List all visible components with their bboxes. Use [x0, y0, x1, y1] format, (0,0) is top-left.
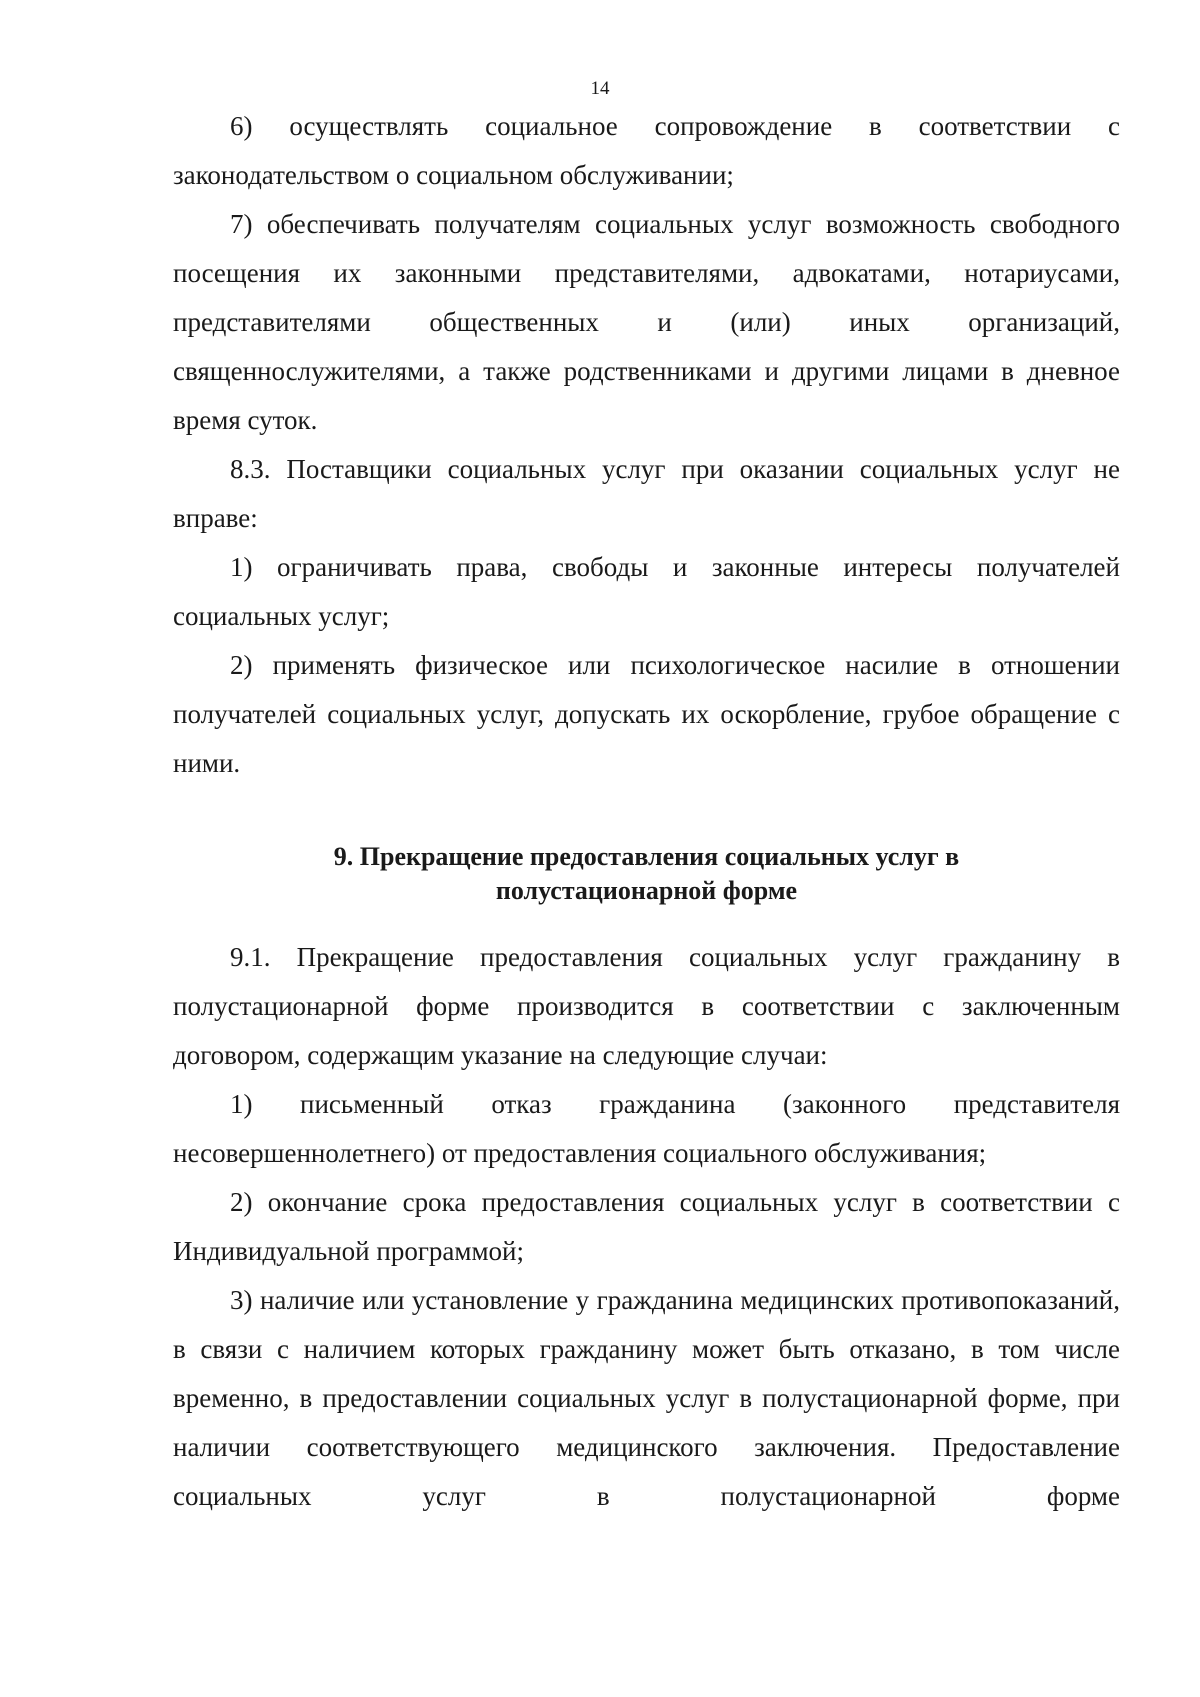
paragraph-9-1-termination: 9.1. Прекращение предоставления социальных услуг гражданину в полустационарной форме производится в соответствии с заключенным договором, содержащим указание на следующие случаи:: [173, 942, 1120, 1070]
paragraph-8-3-prohibitions: 8.3. Поставщики социальных услуг при оказании социальных услуг не вправе:: [173, 454, 1120, 533]
paragraph-item-7-free-visits: 7) обеспечивать получателям социальных услуг возможность свободного посещения их законными представителями, адвокатами, нотариусами, представителями общественных и (или) иных организаций, священнослужителями, а также родственниками и другими лицами в дневное время суток.: [173, 209, 1120, 435]
page-number: 14: [590, 78, 610, 99]
section-9-heading-line-2: полустационарной форме: [495, 876, 798, 905]
paragraph-prohibition-2: 2) применять физическое или психологическое насилие в отношении получателей социальных услуг, допускать их оскорбление, грубое обращение с ними.: [173, 650, 1120, 778]
document-body: [173, 102, 1120, 1521]
paragraph-prohibition-1: 1) ограничивать права, свободы и законные интересы получателей социальных услуг;: [173, 552, 1120, 631]
paragraph-case-1-written-refusal: 1) письменный отказ гражданина (законного представителя несовершеннолетнего) от предоставления социального обслуживания;: [173, 1089, 1120, 1168]
paragraph-item-6-social-support: 6) осуществлять социальное сопровождение в соответствии с законодательством о социальном обслуживании;: [173, 111, 1120, 190]
paragraph-case-3-medical-contraindications: 3) наличие или установление у гражданина медицинских противопоказаний, в связи с наличием которых гражданину может быть отказано, в том числе временно, в предоставлении социальных услуг в полустационарной форме, при наличии соответствующего медицинского заключения. Предоставление социальных услуг в полустационарной форме: [173, 1285, 1120, 1511]
paragraph-case-2-term-end: 2) окончание срока предоставления социальных услуг в соответствии с Индивидуальной программой;: [173, 1187, 1120, 1266]
section-9-heading-line-1: 9. Прекращение предоставления социальных услуг в: [333, 842, 960, 871]
section-9-heading: [173, 840, 1120, 908]
